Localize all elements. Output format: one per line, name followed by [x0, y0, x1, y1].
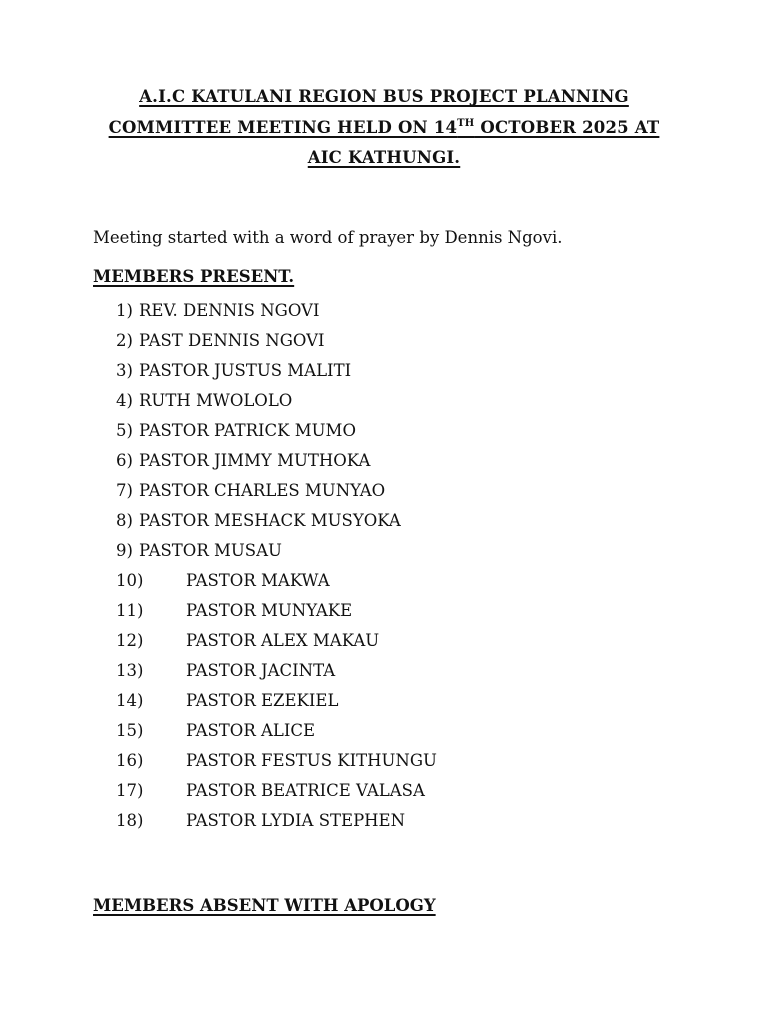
list-item: [0, 811, 768, 841]
list-item-number: 3): [116, 361, 133, 380]
list-item-number: 13): [116, 661, 144, 680]
list-item: [0, 571, 768, 601]
list-item: [0, 601, 768, 631]
list-item-name: PASTOR LYDIA STEPHEN: [186, 811, 406, 830]
title-line-2: [0, 118, 768, 137]
title-line-3-text: AIC KATHUNGI.: [307, 148, 461, 167]
list-item-name: PASTOR JUSTUS MALITI: [139, 361, 352, 380]
title-line-2-superscript: TH: [457, 117, 475, 129]
members-absent-heading: MEMBERS ABSENT WITH APOLOGY: [93, 896, 436, 915]
list-item-name: PASTOR BEATRICE VALASA: [186, 781, 425, 800]
list-item: [0, 331, 768, 361]
title-line-2-pre: COMMITTEE MEETING HELD ON 14: [108, 118, 458, 137]
list-item-number: 4): [116, 391, 133, 410]
list-item-number: 6): [116, 451, 133, 470]
list-item-name: PAST DENNIS NGOVI: [139, 331, 325, 350]
list-item: [0, 391, 768, 421]
list-item-number: 15): [116, 721, 144, 740]
list-item: [0, 361, 768, 391]
list-item-number: 12): [116, 631, 144, 650]
list-item-name: RUTH MWOLOLO: [139, 391, 293, 410]
list-item-number: 17): [116, 781, 144, 800]
list-item-number: 11): [116, 601, 144, 620]
list-item-number: 8): [116, 511, 133, 530]
list-item: [0, 631, 768, 661]
list-item-name: PASTOR MUSAU: [139, 541, 282, 560]
list-item: [0, 721, 768, 751]
list-item-name: PASTOR MUNYAKE: [186, 601, 353, 620]
list-item-name: REV. DENNIS NGOVI: [139, 301, 320, 320]
list-item-number: 16): [116, 751, 144, 770]
list-item-number: 2): [116, 331, 133, 350]
list-item: [0, 301, 768, 331]
list-item-name: PASTOR JIMMY MUTHOKA: [139, 451, 371, 470]
list-item-number: 18): [116, 811, 144, 830]
list-item: [0, 541, 768, 571]
list-item: [0, 511, 768, 541]
list-item-name: PASTOR EZEKIEL: [186, 691, 339, 710]
opening-sentence: Meeting started with a word of prayer by Dennis Ngovi.: [93, 228, 563, 247]
list-item-number: 7): [116, 481, 133, 500]
list-item: [0, 691, 768, 721]
title-line-3: [0, 148, 768, 167]
members-present-heading: MEMBERS PRESENT.: [93, 267, 295, 286]
list-item-name: PASTOR PATRICK MUMO: [139, 421, 356, 440]
list-item-name: PASTOR MAKWA: [186, 571, 330, 590]
list-item-name: PASTOR CHARLES MUNYAO: [139, 481, 386, 500]
list-item-name: PASTOR ALICE: [186, 721, 316, 740]
list-item: [0, 751, 768, 781]
list-item-number: 14): [116, 691, 144, 710]
list-item: [0, 481, 768, 511]
list-item-number: 5): [116, 421, 133, 440]
title-line-2-text: [109, 118, 660, 137]
title-line-2-post: OCTOBER 2025 AT: [474, 118, 660, 137]
list-item-name: PASTOR JACINTA: [186, 661, 336, 680]
list-item: [0, 661, 768, 691]
list-item: [0, 451, 768, 481]
list-item-name: PASTOR FESTUS KITHUNGU: [186, 751, 437, 770]
list-item: [0, 781, 768, 811]
list-item-number: 1): [116, 301, 133, 320]
list-item-name: PASTOR MESHACK MUSYOKA: [139, 511, 401, 530]
list-item-number: 10): [116, 571, 144, 590]
title-line-1: [0, 87, 768, 106]
list-item-number: 9): [116, 541, 133, 560]
list-item: [0, 421, 768, 451]
list-item-name: PASTOR ALEX MAKAU: [186, 631, 380, 650]
title-line-1-text: A.I.C KATULANI REGION BUS PROJECT PLANNING: [139, 87, 629, 106]
